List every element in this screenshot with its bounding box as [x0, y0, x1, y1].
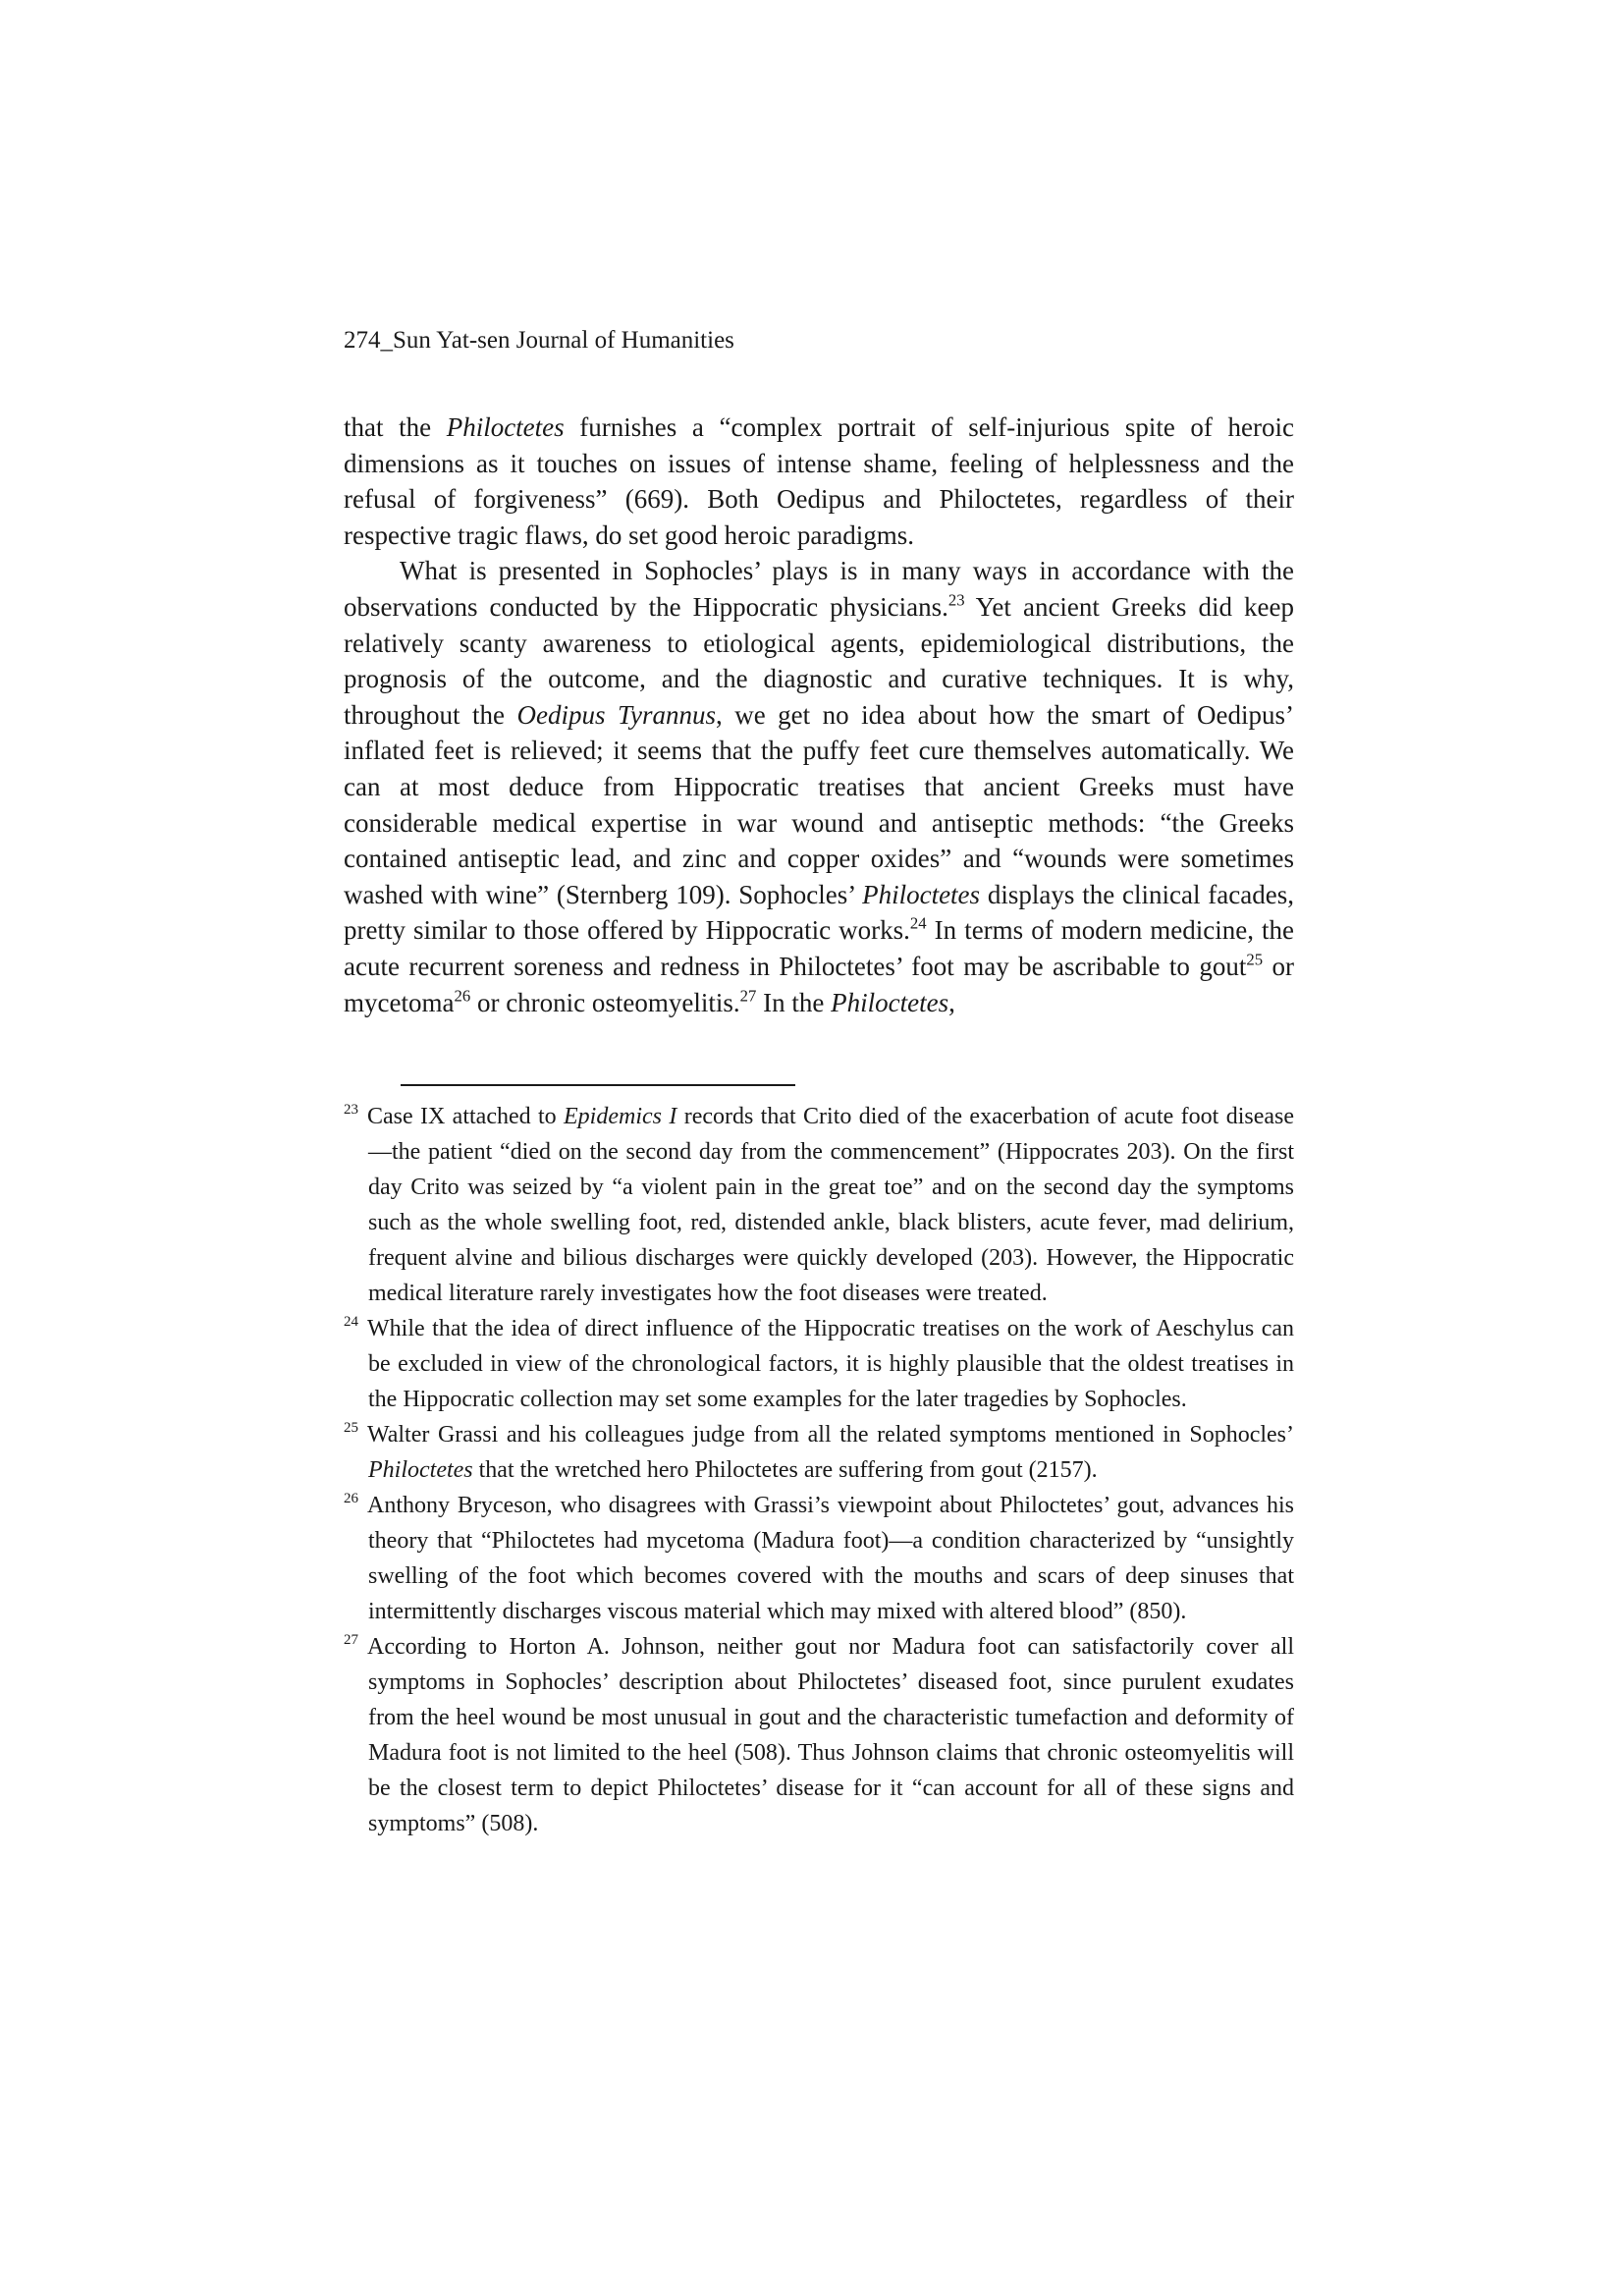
footnote-ref-27: 27 [739, 986, 757, 1006]
footnote-ref-23: 23 [947, 590, 965, 610]
italic-title: Oedipus Tyrannus [516, 699, 716, 730]
text-run: In terms of modern medicine, the acute recurrent soreness and redness in Philoctetes’ foot may be ascribable to gout [344, 915, 1294, 981]
footnote-26: 26 Anthony Bryceson, who disagrees with Grassi’s viewpoint about Philoctetes’ gout, advances his theory that “Philoctetes had mycetoma (Madura foot)—a condition characterized by “unsightly swelling of the foot which becomes covered with the mouths and scars of deep sinuses that intermittently discharges viscous material which may mixed with altered blood” (850). [344, 1491, 1294, 1624]
text-run: , [948, 987, 955, 1017]
paragraph-2 [344, 553, 1294, 1020]
footnote-25: 25 Walter Grassi and his colleagues judge from all the related symptoms mentioned in Sophocles’ Philoctetes that the wretched hero Philoctetes are suffering from gout (2157). [344, 1420, 1294, 1483]
footnote-24: 24 While that the idea of direct influence of the Hippocratic treatises on the work of Aeschylus can be excluded in view of the chronological factors, it is highly plausible that the oldest treatises in the Hippocratic collection may set some examples for the later tragedies by Sophocles. [344, 1314, 1294, 1412]
body-text [344, 410, 1294, 1020]
paragraph-1 [344, 410, 1294, 553]
text-run: In the [756, 987, 832, 1017]
text-run: According to Horton A. Johnson, neither gout nor Madura foot can satisfactorily cover all symptoms in Sophocles’ description about Philoctetes’ diseased foot, since purulent exudates from the heel wound be most unusual in gout and the characteristic tumefaction and deformity of Madura foot is not limited to the heel (508). Thus Johnson claims that chronic osteomyelitis will be the closest term to depict Philoctetes’ disease for it “can account for all of these signs and symptoms” (508). [367, 1634, 1294, 1836]
text-run: records that Crito died of the exacerbation of acute foot disease—the patient “died on the second day from the commencement” (Hippocrates 203). On the first day Crito was seized by “a violent pain in the great toe” and on the second day the symptoms such as the whole swelling foot, red, distended ankle, black blisters, acute fever, mad delirium, frequent alvine and bilious discharges were quickly developed (203). However, the Hippocratic medical literature rarely investigates how the foot diseases were treated. [368, 1104, 1295, 1306]
italic-title: Philoctetes [862, 879, 981, 909]
text-run: Case IX attached to [367, 1104, 565, 1129]
footnote-ref-25: 25 [1246, 950, 1264, 969]
text-run: While that the idea of direct influence of the Hippocratic treatises on the work of Aeschylus can be excluded in view of the chronological factors, it is highly plausible that the oldest treatises in the Hippocratic collection may set some examples for the later tragedies by Sophocles. [367, 1316, 1294, 1412]
text-run: displays the clinical facades, pretty similar to those offered by Hippocratic works. [344, 879, 1294, 946]
italic-title: Philoctetes [368, 1457, 473, 1483]
footnote-23: 23 Case IX attached to Epidemics I records that Crito died of the exacerbation of acute foot disease—the patient “died on the second day from the commencement” (Hippocrates 203). On the first day Crito was seized by “a violent pain in the great toe” and on the second day the symptoms such as the whole swelling foot, red, distended ankle, black blisters, acute fever, mad delirium, frequent alvine and bilious discharges were quickly developed (203). However, the Hippocratic medical literature rarely investigates how the foot diseases were treated. [344, 1102, 1295, 1306]
footnotes [344, 1099, 1294, 1841]
footnote-ref-24: 24 [909, 913, 927, 933]
text-run: Anthony Bryceson, who disagrees with Grassi’s viewpoint about Philoctetes’ gout, advances his theory that “Philoctetes had mycetoma (Madura foot)—a condition characterized by “unsightly swelling of the foot which becomes covered with the mouths and scars of deep sinuses that intermittently discharges viscous material which may mixed with altered blood” (850). [367, 1493, 1294, 1624]
text-run: What is presented in Sophocles’ plays is in many ways in accordance with the observations conducted by the Hippocratic physicians. [344, 556, 1294, 622]
italic-title: Epidemics I [564, 1104, 677, 1129]
footnote-separator [401, 1084, 795, 1086]
text-run: or chronic osteomyelitis. [470, 987, 740, 1017]
text-run: furnishes a “complex portrait of self-injurious spite of heroic dimensions as it touches on issues of intense shame, feeling of helplessness and the refusal of forgiveness” (669). Both Oedipus and Philoctetes, regardless of their respective tragic flaws, do set good heroic paradigms. [344, 412, 1294, 550]
text-run: , we get no idea about how the smart of Oedipus’ inflated feet is relieved; it seems that the puffy feet cure themselves automatically. We can at most deduce from Hippocratic treatises that ancient Greeks must have considerable medical expertise in war wound and antiseptic methods: “the Greeks contained antiseptic lead, and zinc and copper oxides” and “wounds were sometimes washed with wine” (Sternberg 109). Sophocles’ [344, 699, 1294, 909]
footnote-27: 27 According to Horton A. Johnson, neither gout nor Madura foot can satisfactorily cover all symptoms in Sophocles’ description about Philoctetes’ diseased foot, since purulent exudates from the heel wound be most unusual in gout and the characteristic tumefaction and deformity of Madura foot is not limited to the heel (508). Thus Johnson claims that chronic osteomyelitis will be the closest term to depict Philoctetes’ disease for it “can account for all of these signs and symptoms” (508). [344, 1632, 1294, 1836]
text-run: that the wretched hero Philoctetes are suffering from gout (2157). [472, 1457, 1098, 1483]
footnote-ref-26: 26 [454, 986, 471, 1006]
text-run: Walter Grassi and his colleagues judge from all the related symptoms mentioned in Sophocles’ [367, 1422, 1294, 1448]
italic-title: Philoctetes [446, 412, 565, 442]
text-run: or mycetoma [344, 951, 1294, 1017]
italic-title: Philoctetes [831, 987, 949, 1017]
running-head: 274_Sun Yat-sen Journal of Humanities [344, 327, 734, 354]
text-run: Yet ancient Greeks did keep relatively scanty awareness to etiological agents, epidemiological distributions, the prognosis of the outcome, and the diagnostic and curative techniques. It is why, throughout the [344, 591, 1294, 730]
text-run: that the [344, 412, 447, 442]
